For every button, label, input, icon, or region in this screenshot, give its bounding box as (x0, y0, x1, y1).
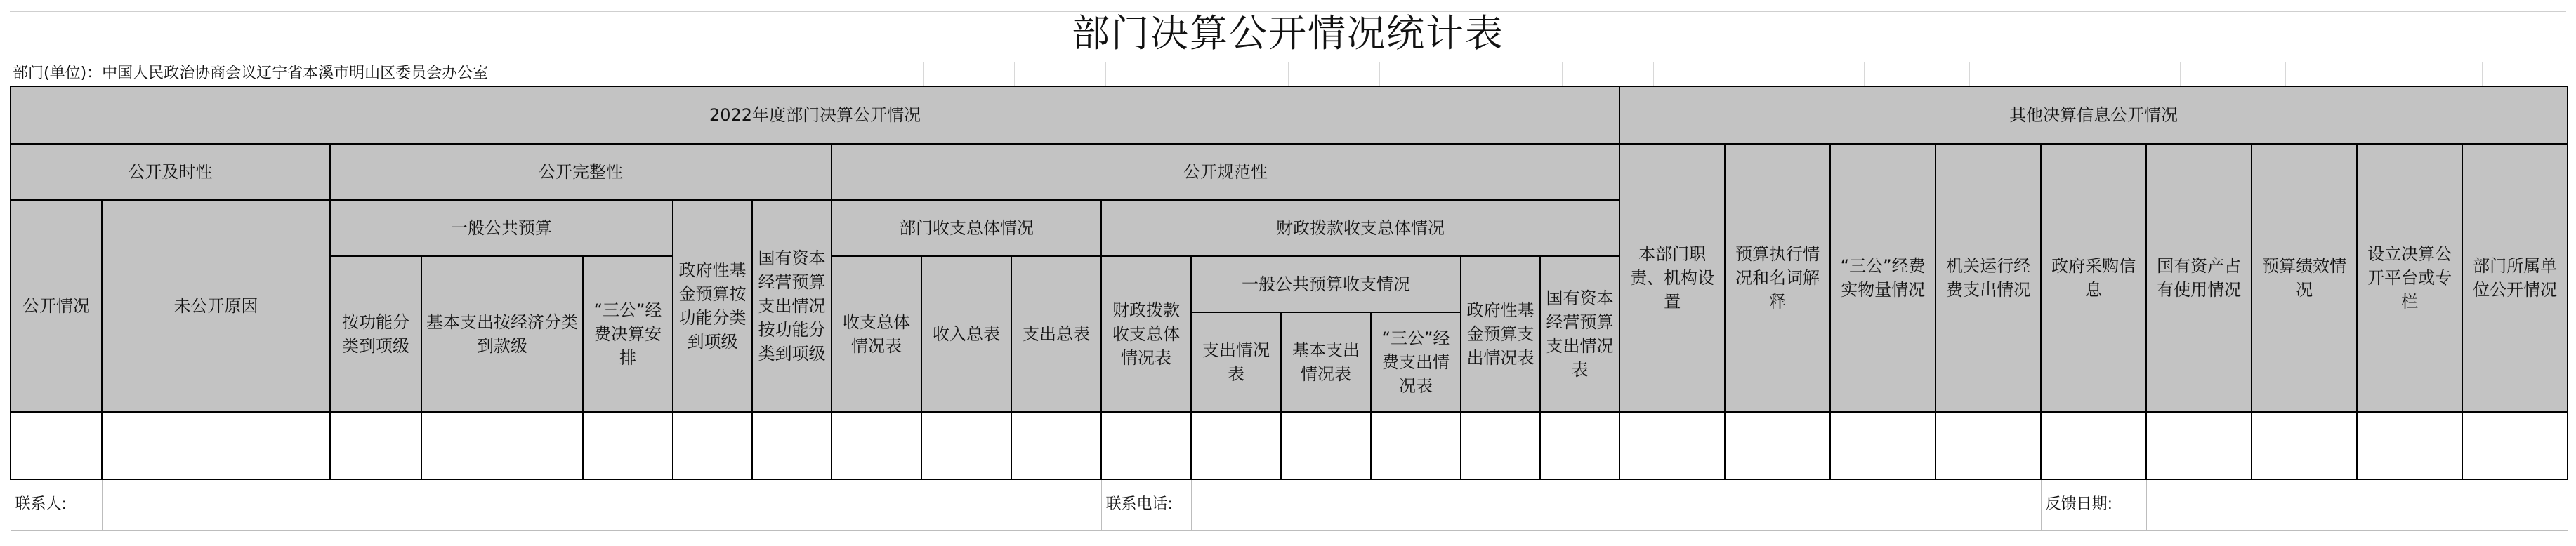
cell-budget-terms[interactable] (1725, 412, 1830, 479)
header-three-public-budget: “三公”经费决算安排 (583, 256, 673, 412)
cell-open-status[interactable] (11, 412, 102, 479)
cell-state-assets[interactable] (2146, 412, 2252, 479)
contact-field[interactable] (102, 479, 1101, 530)
header-budget-terms: 预算执行情况和名词解释 (1725, 144, 1830, 412)
header-completeness: 公开完整性 (330, 144, 832, 200)
cell-income-table[interactable] (921, 412, 1011, 479)
cell-gov-fund-func[interactable] (673, 412, 752, 479)
header-general-budget-income-exp: 一般公共预算收支情况 (1191, 256, 1461, 312)
header-income-exp-table: 收支总体情况表 (832, 256, 921, 412)
header-platform: 设立决算公开平台或专栏 (2357, 144, 2462, 412)
cell-performance[interactable] (2252, 412, 2357, 479)
header-state-assets: 国有资产占有使用情况 (2146, 144, 2252, 412)
header-gov-fund-func: 政府性基金预算按功能分类到项级 (673, 200, 752, 412)
cell-basic-exp-econ[interactable] (421, 412, 583, 479)
header-gov-procurement: 政府采购信息 (2041, 144, 2146, 412)
cell-not-open-reason[interactable] (102, 412, 330, 479)
cell-func-class[interactable] (330, 412, 421, 479)
header-expense-table: 支出总表 (1011, 256, 1101, 412)
cell-platform[interactable] (2357, 412, 2462, 479)
header-other-disclosure: 其他决算信息公开情况 (1619, 86, 2568, 144)
header-three-public-quantity: “三公”经费实物量情况 (1830, 144, 1936, 412)
cell-three-public-quantity[interactable] (1830, 412, 1936, 479)
header-dept-income-exp: 部门收支总体情况 (832, 200, 1101, 256)
cell-income-exp-table[interactable] (832, 412, 921, 479)
header-open-status: 公开情况 (11, 200, 102, 412)
header-duties: 本部门职责、机构设置 (1619, 144, 1725, 412)
cell-duties[interactable] (1619, 412, 1725, 479)
phone-label: 联系电话: (1101, 479, 1191, 530)
header-state-capital-func: 国有资本经营预算支出情况按功能分类到项级 (752, 200, 832, 412)
cell-state-capital-func[interactable] (752, 412, 832, 479)
header-2022-disclosure: 2022年度部门决算公开情况 (11, 86, 1619, 144)
header-fiscal-total-table: 财政拨款收支总体情况表 (1101, 256, 1191, 412)
header-state-capital-exp-table: 国有资本经营预算支出情况表 (1540, 256, 1619, 412)
header-not-open-reason: 未公开原因 (102, 200, 330, 412)
header-standardization: 公开规范性 (832, 144, 1619, 200)
header-timeliness: 公开及时性 (11, 144, 330, 200)
feedback-date-field[interactable] (2146, 479, 2568, 530)
header-three-public-exp: “三公”经费支出情况表 (1371, 312, 1461, 412)
header-subordinate: 部门所属单位公开情况 (2462, 144, 2568, 412)
table-row (11, 412, 2568, 479)
cell-basic-exp-table[interactable] (1281, 412, 1371, 479)
department-label: 部门(单位)：中国人民政治协商会议辽宁省本溪市明山区委员会办公室 (13, 65, 489, 82)
header-basic-exp-table: 基本支出情况表 (1281, 312, 1371, 412)
feedback-date-label: 反馈日期: (2041, 479, 2146, 530)
cell-fiscal-total-table[interactable] (1101, 412, 1191, 479)
header-expense-status-table: 支出情况表 (1191, 312, 1281, 412)
cell-state-capital-exp-table[interactable] (1540, 412, 1619, 479)
cell-three-public-exp[interactable] (1371, 412, 1461, 479)
phone-field[interactable] (1191, 479, 2041, 530)
header-basic-exp-econ: 基本支出按经济分类到款级 (421, 256, 583, 412)
cell-three-public-budget[interactable] (583, 412, 673, 479)
header-general-budget: 一般公共预算 (330, 200, 673, 256)
header-gov-fund-exp-table: 政府性基金预算支出情况表 (1461, 256, 1540, 412)
contact-label: 联系人: (11, 479, 102, 530)
disclosure-table (10, 86, 2568, 531)
cell-subordinate[interactable] (2462, 412, 2568, 479)
header-func-class: 按功能分类到项级 (330, 256, 421, 412)
footer-row (11, 479, 2568, 530)
cell-gov-fund-exp-table[interactable] (1461, 412, 1540, 479)
page-title: 部门决算公开情况统计表 (1072, 11, 1504, 55)
cell-expense-status-table[interactable] (1191, 412, 1281, 479)
cell-expense-table[interactable] (1011, 412, 1101, 479)
cell-gov-procurement[interactable] (2041, 412, 2146, 479)
header-agency-operation: 机关运行经费支出情况 (1936, 144, 2041, 412)
header-performance: 预算绩效情况 (2252, 144, 2357, 412)
cell-agency-operation[interactable] (1936, 412, 2041, 479)
header-fiscal-allocation: 财政拨款收支总体情况 (1101, 200, 1619, 256)
header-income-table: 收入总表 (921, 256, 1011, 412)
